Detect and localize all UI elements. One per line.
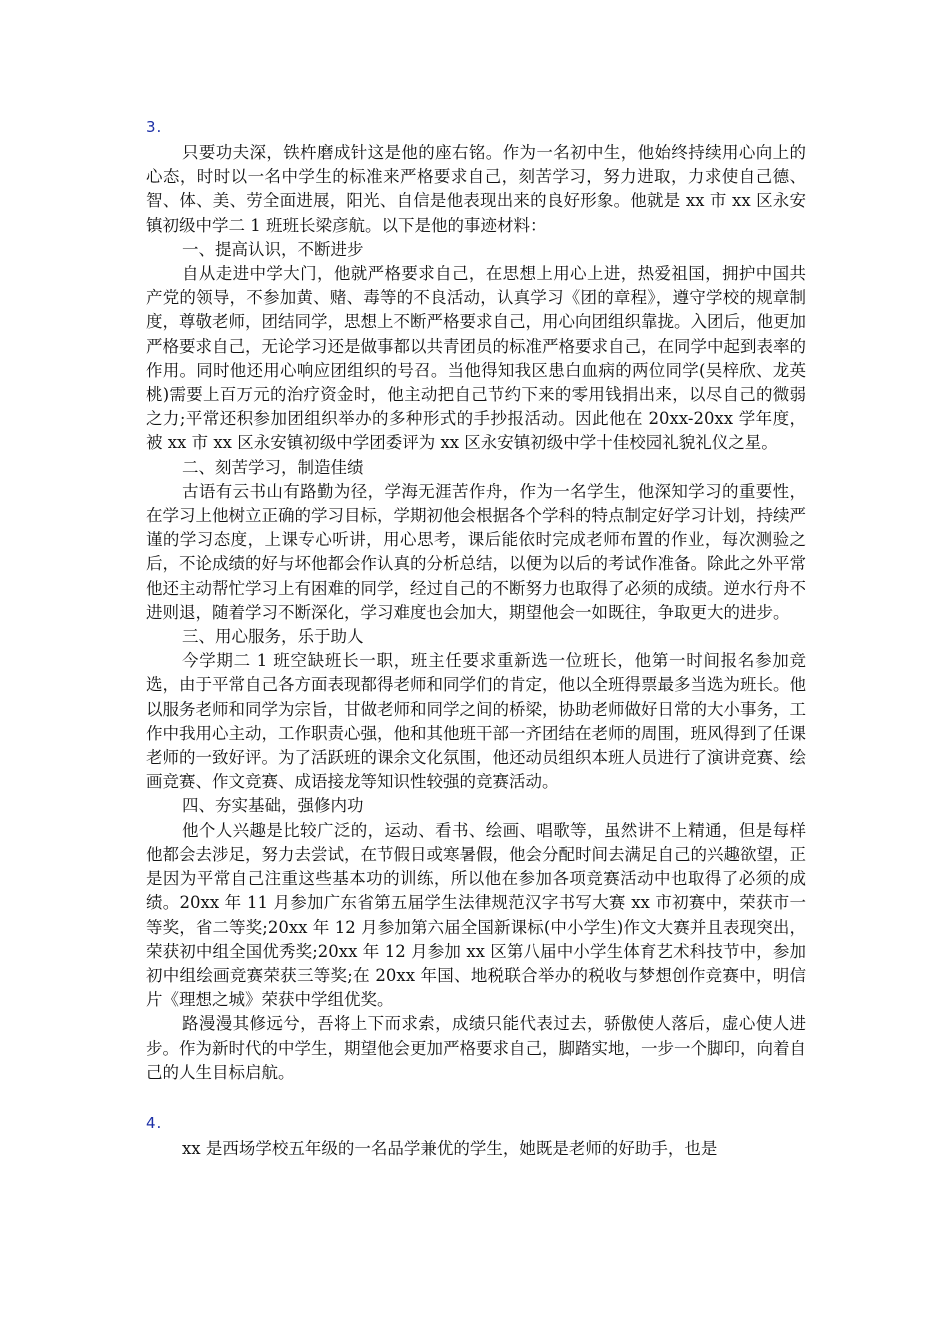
section-number-4: 4.	[146, 1113, 163, 1132]
heading-two: 二、刻苦学习，制造佳绩	[182, 457, 364, 477]
paragraph-one: 自从走进中学大门，他就严格要求自己，在思想上用心上进，热爱祖国，拥护中国共产党的领导，不参加黄、赌、毒等的不良活动，认真学习《团的章程》，遵守学校的规章制度，尊敬老师，团结同学，思想上不断严格要求自己，用心向团组织靠拢。入团后，他更加严格要求自己，无论学习还是做事都以共青团员的标准严格要求自己，在同学中起到表率的作用。同时他还用心响应团组织的号召。当他得知我区患白血病的两位同学(吴梓欣、龙英桃)需要上百万元的治疗资金时，他主动把自己节约下来的零用钱捐出来，以尽自己的微弱之力;平常还积参加团组织举办的多种形式的手抄报活动。因此他在 20xx-20xx 学年度，被 xx 市 xx 区永安镇初级中学团委评为 xx 区永安镇初级中学十佳校园礼貌礼仪之星。	[146, 264, 806, 453]
paragraph-three: 今学期二 1 班空缺班长一职，班主任要求重新选一位班长，他第一时间报名参加竞选，由于平常自己各方面表现都得老师和同学们的肯定，他以全班得票最多当选为班长。他以服务老师和同学为宗旨，甘做老师和同学之间的桥梁，协助老师做好日常的大小事务，工作中我用心主动，工作职责心强，他和其他班干部一齐团结在老师的周围，班风得到了任课老师的一致好评。为了活跃班的课余文化氛围，他还动员组织本班人员进行了演讲竞赛、绘画竞赛、作文竞赛、成语接龙等知识性较强的竞赛活动。	[146, 651, 806, 792]
heading-three: 三、用心服务，乐于助人	[182, 627, 364, 647]
paragraph-two: 古语有云书山有路勤为径，学海无涯苦作舟，作为一名学生，他深知学习的重要性，在学习上他树立正确的学习目标，学期初他会根据各个学科的特点制定好学习计划，持续严谨的学习态度，上课专心听讲，用心思考，课后能依时完成老师布置的作业，每次测验之后，不论成绩的好与坏他都会作认真的分析总结，以便为以后的考试作准备。除此之外平常他还主动帮忙学习上有困难的同学，经过自己的不断努力也取得了必须的成绩。逆水行舟不进则退，随着学习不断深化，学习难度也会加大，期望他会一如既往，争取更大的进步。	[146, 481, 806, 622]
closing-paragraph: 路漫漫其修远兮，吾将上下而求索，成绩只能代表过去，骄傲使人落后，虚心使人进步。作为新时代的中学生，期望他会更加严格要求自己，脚踏实地，一步一个脚印，向着自己的人生目标启航。	[146, 1014, 806, 1082]
section-4-intro-paragraph: xx 是西场学校五年级的一名品学兼优的学生，她既是老师的好助手，也是	[182, 1138, 718, 1158]
document-body	[146, 113, 806, 1161]
section-3-intro-paragraph: 只要功夫深，铁杵磨成针这是他的座右铭。作为一名初中生，他始终持续用心向上的心态，时时以一名中学生的标准来严格要求自己，刻苦学习，努力进取，力求使自己德、智、体、美、劳全面进展，阳光、自信是他表现出来的良好形象。他就是 xx 市 xx 区永安镇初级中学二 1 班班长梁彦航。以下是他的事迹材料：	[146, 143, 806, 235]
heading-one: 一、提高认识，不断进步	[182, 239, 364, 259]
heading-four: 四、夯实基础，强修内功	[182, 796, 364, 816]
section-number-3: 3.	[146, 118, 163, 136]
paragraph-four: 他个人兴趣是比较广泛的，运动、看书、绘画、唱歌等，虽然讲不上精通，但是每样他都会去涉足，努力去尝试，在节假日或寒暑假，他会分配时间去满足自己的兴趣欲望，正是因为平常自己注重这些基本功的训练，所以他在参加各项竞赛活动中也取得了必须的成绩。20xx 年 11 月参加广东省第五届学生法律规范汉字书写大赛 xx 市初赛中，荣获市一等奖，省二等奖;20xx 年 12 月参加第六届全国新课标(中小学生)作文大赛并且表现突出，荣获初中组全国优秀奖;20xx 年 12 月参加 xx 区第八届中小学生体育艺术科技节中，参加初中组绘画竞赛荣获三等奖;在 20xx 年国、地税联合举办的税收与梦想创作竞赛中，明信片《理想之城》荣获中学组优奖。	[146, 820, 806, 1010]
section-spacer	[146, 1085, 806, 1109]
